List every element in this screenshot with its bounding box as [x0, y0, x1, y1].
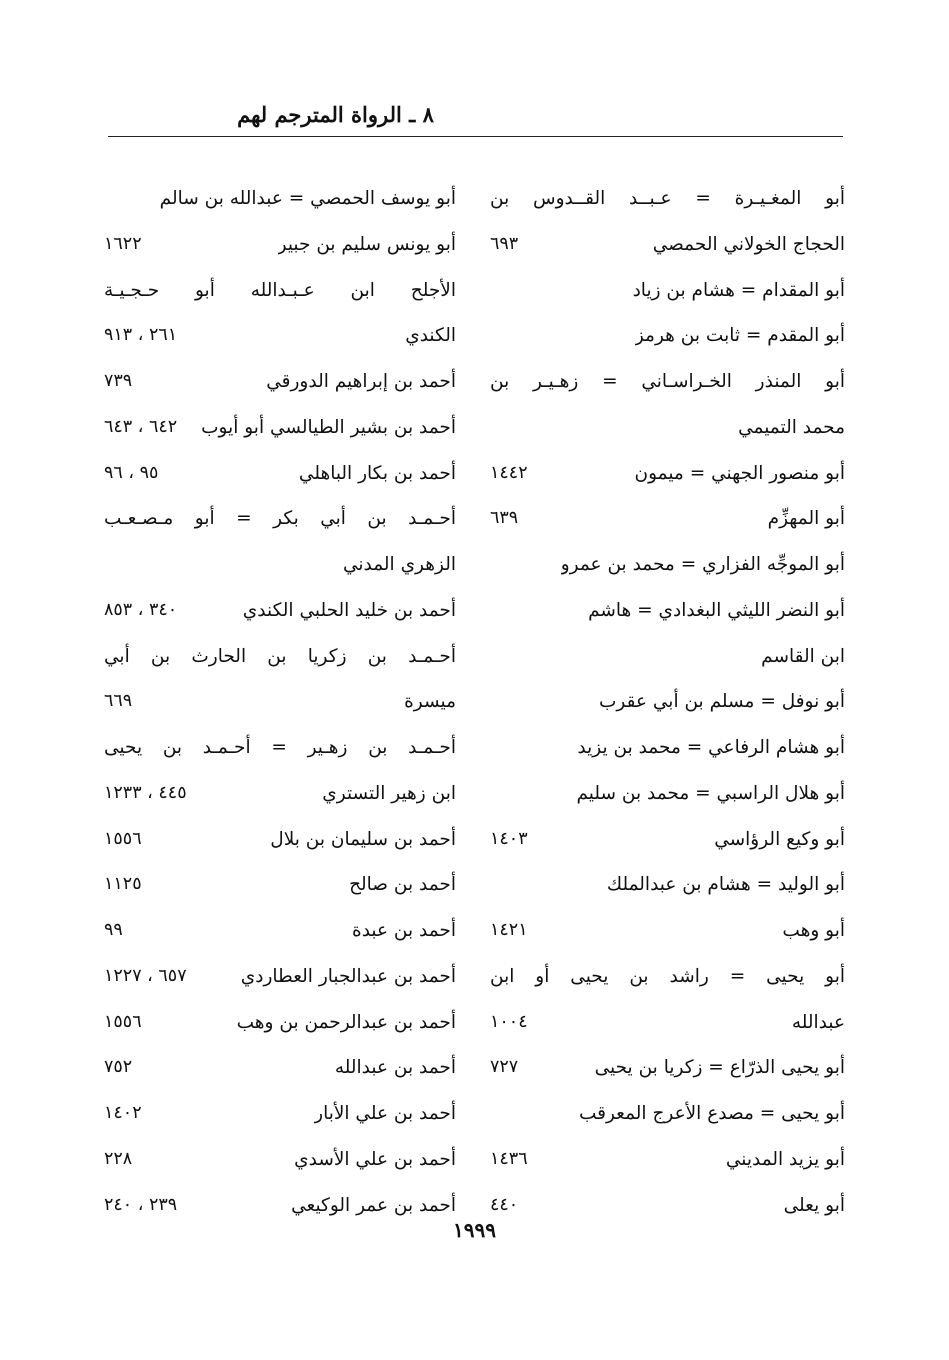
entry-reference-numbers: ١٠٠٤: [490, 1011, 528, 1032]
entry-reference-numbers: ٦٩٣: [490, 233, 519, 254]
entry-reference-numbers: ٤٤٥ ، ١٢٣٣: [104, 782, 187, 803]
entry-reference-numbers: ١٤٠٣: [490, 828, 528, 849]
index-entry: [104, 222, 456, 268]
entry-reference-numbers: ٩٩: [104, 920, 123, 940]
narrator-name: أبو يحيى = راشد بن يحيى أو ابن: [490, 965, 845, 987]
entry-reference-numbers: ٦٤٢ ، ٦٤٣: [104, 416, 178, 437]
narrator-name: أحـمـد بن زهـير = أحـمـد بن يحيى: [104, 737, 456, 758]
index-entry: [104, 862, 456, 908]
narrator-name: أبو هلال الراسبي = محمد بن سليم: [576, 782, 845, 804]
entry-reference-numbers: ٦٣٩: [490, 508, 519, 529]
entry-reference-numbers: ١٤٢١: [490, 920, 528, 940]
entry-reference-numbers: ٩٥ ، ٩٦: [104, 462, 159, 483]
narrator-name: أبو يحيى = مصدع الأعرج المعرقب: [578, 1103, 845, 1124]
index-entry: [104, 496, 456, 542]
entry-reference-numbers: ١١٢٥: [104, 874, 142, 895]
narrator-name: أبو يحيى الذرّاع = زكريا بن يحيى: [594, 1057, 845, 1079]
entry-reference-numbers: ٧٥٢: [104, 1057, 133, 1078]
narrator-name: الزهري المدني: [342, 554, 456, 575]
narrator-name: أبو منصور الجهني = ميمون: [634, 462, 845, 484]
index-entry: [104, 405, 456, 451]
entry-reference-numbers: ٦٦٩: [104, 691, 133, 712]
narrator-name: أبو وهب: [782, 920, 845, 941]
index-entry: [490, 954, 845, 1000]
entry-reference-numbers: ١٤٣٦: [490, 1148, 528, 1169]
narrator-name: أحمد بن بكار الباهلي: [298, 462, 456, 484]
index-entry: [490, 725, 845, 771]
index-entry: [104, 588, 456, 634]
index-entry: [490, 771, 845, 817]
index-entry: [490, 908, 845, 954]
index-entry: [104, 542, 456, 588]
index-entry: [490, 588, 845, 634]
header-divider: [108, 136, 843, 137]
narrator-name: أبو المقدام = هشام بن زياد: [632, 279, 845, 301]
narrator-name: أحمد بن علي الأسدي: [294, 1148, 456, 1170]
narrator-name: أحمد بن عبدالجبار العطاردي: [240, 965, 456, 987]
narrator-name: أحمد بن سليمان بن بلال: [270, 828, 456, 850]
index-entry: [104, 268, 456, 314]
page-number: ١٩٩٩: [453, 1218, 496, 1242]
entry-reference-numbers: ١٤٤٢: [490, 462, 528, 483]
narrator-name: أبو يونس سليم بن جبير: [277, 233, 456, 255]
index-entry: [490, 222, 845, 268]
narrator-name: أبو المنذر الخـراسـاني = زهـيـر بن: [490, 371, 845, 392]
index-entry: [490, 359, 845, 405]
index-entry: [104, 954, 456, 1000]
index-entry: [490, 451, 845, 497]
index-entry: [490, 176, 845, 222]
narrator-name: أحمد بن خليد الحلبي الكندي: [242, 599, 456, 621]
narrator-name: الأجلح ابن عـبـدالله أبو حـجـيـة: [104, 279, 456, 301]
index-column-right: [490, 176, 845, 1228]
index-entry: [490, 405, 845, 451]
index-entry: [104, 771, 456, 817]
entry-reference-numbers: ٤٤٠: [490, 1194, 519, 1215]
narrator-name: الحجاج الخولاني الحمصي: [652, 233, 845, 255]
narrator-name: ميسرة: [404, 691, 456, 713]
index-entry: [104, 817, 456, 863]
index-entry: [104, 1137, 456, 1183]
narrator-name: أحمد بن عبدالله: [334, 1057, 456, 1079]
index-entry: [490, 1137, 845, 1183]
narrator-name: أبو المقدم = ثابت بن هرمز: [634, 325, 845, 347]
index-entry: [104, 176, 456, 222]
index-entry: [104, 679, 456, 725]
index-entry: [490, 496, 845, 542]
narrator-name: أبو الموجِّه الفزاري = محمد بن عمرو: [560, 554, 845, 575]
index-entry: [490, 268, 845, 314]
narrator-name: أحـمـد بن زكريا بن الحارث بن أبي: [104, 645, 456, 667]
index-entry: [490, 862, 845, 908]
index-entry: [490, 313, 845, 359]
index-entry: [490, 1091, 845, 1137]
section-title: ٨ ـ الرواة المترجم لهم: [237, 102, 434, 127]
narrator-name: أبو الوليد = هشام بن عبدالملك: [606, 874, 845, 896]
narrator-name: أحـمـد بن أبي بكر = أبو مـصـعـب: [104, 508, 456, 530]
index-entry: [490, 817, 845, 863]
narrator-name: ابن زهير التستري: [322, 782, 456, 804]
entry-reference-numbers: ٦٥٧ ، ١٢٢٧: [104, 965, 187, 986]
narrator-name: محمد التميمي: [738, 416, 845, 438]
narrator-name: عبدالله: [791, 1011, 845, 1033]
index-entry: [490, 1045, 845, 1091]
narrator-name: أحمد بن عمر الوكيعي: [291, 1194, 456, 1216]
narrator-name: أبو هشام الرفاعي = محمد بن يزيد: [577, 737, 845, 758]
narrator-name: أبو يزيد المديني: [725, 1148, 845, 1170]
entry-reference-numbers: ٢٦١ ، ٩١٣: [104, 325, 178, 346]
narrator-name: أبو النضر الليثي البغدادي = هاشم: [588, 599, 845, 621]
index-entry: [104, 1000, 456, 1046]
index-entry: [104, 634, 456, 680]
index-entry: [104, 1091, 456, 1137]
narrator-name: الكندي: [405, 325, 456, 347]
entry-reference-numbers: ٢٣٩ ، ٢٤٠: [104, 1194, 178, 1215]
index-entry: [490, 679, 845, 725]
index-entry: [104, 1045, 456, 1091]
narrator-name: أحمد بن علي الأبار: [314, 1103, 456, 1124]
index-entry: [104, 359, 456, 405]
narrator-name: أحمد بن عبدة: [352, 920, 456, 941]
index-entry: [104, 313, 456, 359]
index-entry: [490, 634, 845, 680]
narrator-name: أبو المغـيـرة = عـبــد القــدوس بن: [490, 188, 845, 209]
entry-reference-numbers: ١٥٥٦: [104, 828, 142, 849]
index-entry: [104, 725, 456, 771]
index-entry: [490, 1000, 845, 1046]
index-entry: [104, 451, 456, 497]
entry-reference-numbers: ١٦٢٢: [104, 233, 142, 254]
narrator-name: أبو نوفل = مسلم بن أبي عقرب: [598, 691, 845, 713]
entry-reference-numbers: ١٤٠٢: [104, 1103, 142, 1123]
narrator-name: أحمد بن عبدالرحمن بن وهب: [236, 1011, 456, 1033]
narrator-name: أحمد بن صالح: [349, 874, 456, 896]
index-column-left: [104, 176, 456, 1228]
index-entry: [104, 908, 456, 954]
narrator-name: أحمد بن بشير الطيالسي أبو أيوب: [201, 416, 456, 438]
entry-reference-numbers: ١٥٥٦: [104, 1011, 142, 1032]
page-header: [108, 96, 843, 134]
entry-reference-numbers: ٧٣٩: [104, 371, 133, 391]
narrator-name: أبو وكيع الرؤاسي: [714, 828, 845, 850]
narrator-name: ابن القاسم: [761, 645, 845, 667]
index-entry: [490, 542, 845, 588]
narrator-name: أبو يوسف الحمصي = عبدالله بن سالم: [159, 188, 456, 209]
narrator-name: أبو يعلى: [783, 1194, 845, 1216]
narrator-name: أحمد بن إبراهيم الدورقي: [266, 371, 456, 392]
narrator-name: أبو المهزِّم: [767, 508, 845, 530]
entry-reference-numbers: ٢٢٨: [104, 1148, 133, 1169]
entry-reference-numbers: ٧٢٧: [490, 1057, 519, 1078]
entry-reference-numbers: ٣٤٠ ، ٨٥٣: [104, 599, 178, 620]
